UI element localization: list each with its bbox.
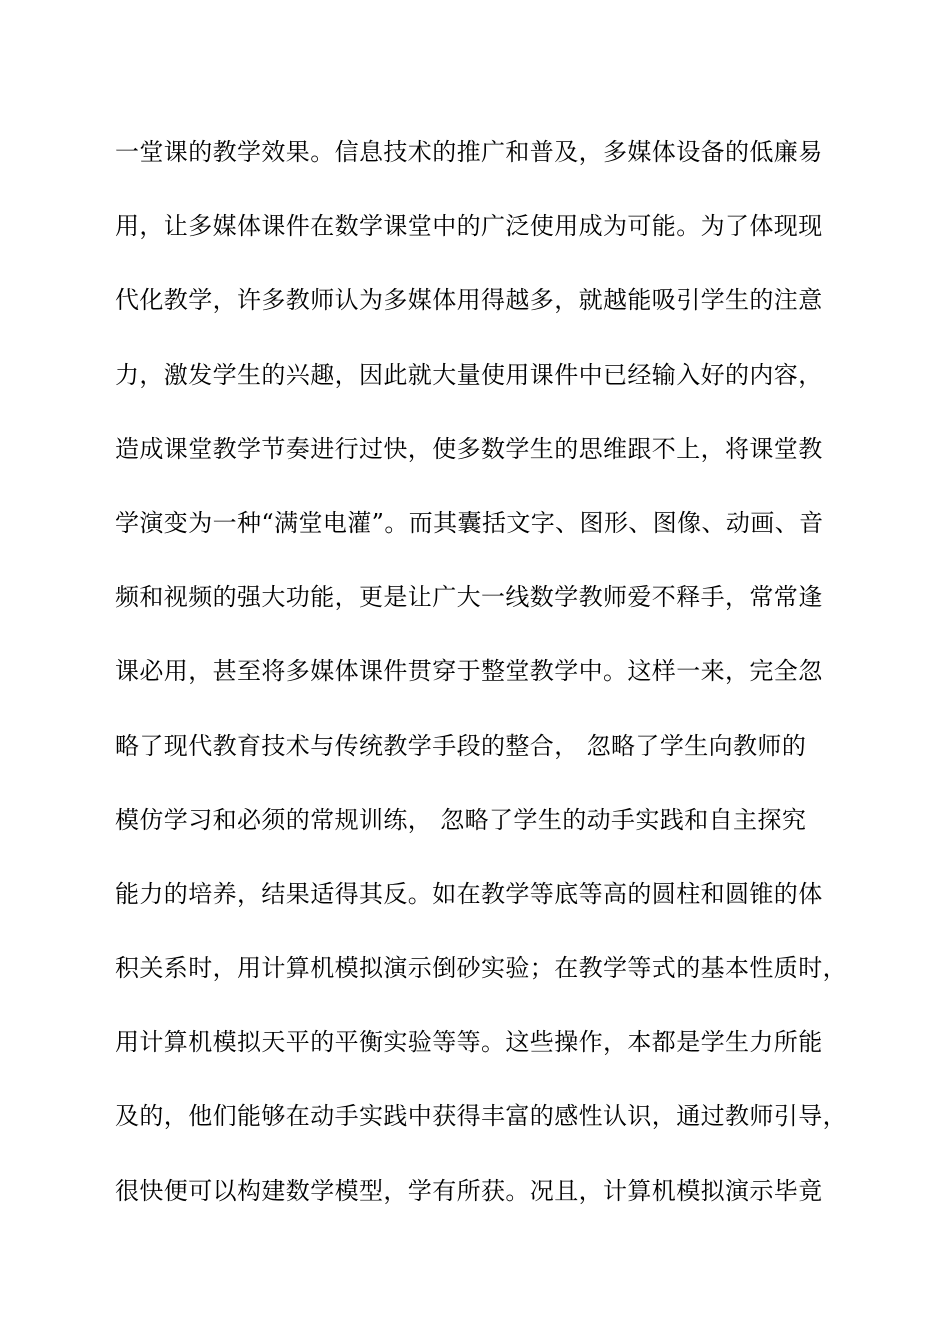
body-text <box>115 128 855 1241</box>
text-line: 积关系时，用计算机模拟演示倒砂实验；在教学等式的基本性质时， <box>115 954 847 983</box>
text-line: 造成课堂教学节奏进行过快，使多数学生的思维跟不上，将课堂教 <box>115 434 823 463</box>
text-line: 课必用，甚至将多媒体课件贯穿于整堂教学中。这样一来，完全忽 <box>115 657 823 686</box>
text-line: 力，激发学生的兴趣，因此就大量使用课件中已经输入好的内容， <box>115 360 823 389</box>
text-line: 代化教学，许多教师认为多媒体用得越多，就越能吸引学生的注意 <box>115 286 823 315</box>
text-line: 频和视频的强大功能，更是让广大一线数学教师爱不释手，常常逢 <box>115 583 823 612</box>
text-line: 略了现代教育技术与传统教学手段的整合， 忽略了学生向教师的 <box>115 731 807 760</box>
text-line: 学演变为一种“满堂电灌”。而其囊括文字、图形、图像、动画、音 <box>115 508 824 537</box>
text-line: 能力的培养，结果适得其反。如在教学等底等高的圆柱和圆锥的体 <box>115 879 823 908</box>
text-line: 用计算机模拟天平的平衡实验等等。这些操作，本都是学生力所能 <box>115 1028 823 1057</box>
text-line: 很快便可以构建数学模型，学有所获。况且，计算机模拟演示毕竟 <box>115 1176 823 1205</box>
text-line: 用，让多媒体课件在数学课堂中的广泛使用成为可能。为了体现现 <box>115 212 823 241</box>
text-line: 一堂课的教学效果。信息技术的推广和普及，多媒体设备的低廉易 <box>115 138 823 166</box>
text-line: 模仿学习和必须的常规训练， 忽略了学生的动手实践和自主探究 <box>115 805 807 834</box>
text-line: 及的，他们能够在动手实践中获得丰富的感性认识，通过教师引导， <box>115 1102 847 1131</box>
